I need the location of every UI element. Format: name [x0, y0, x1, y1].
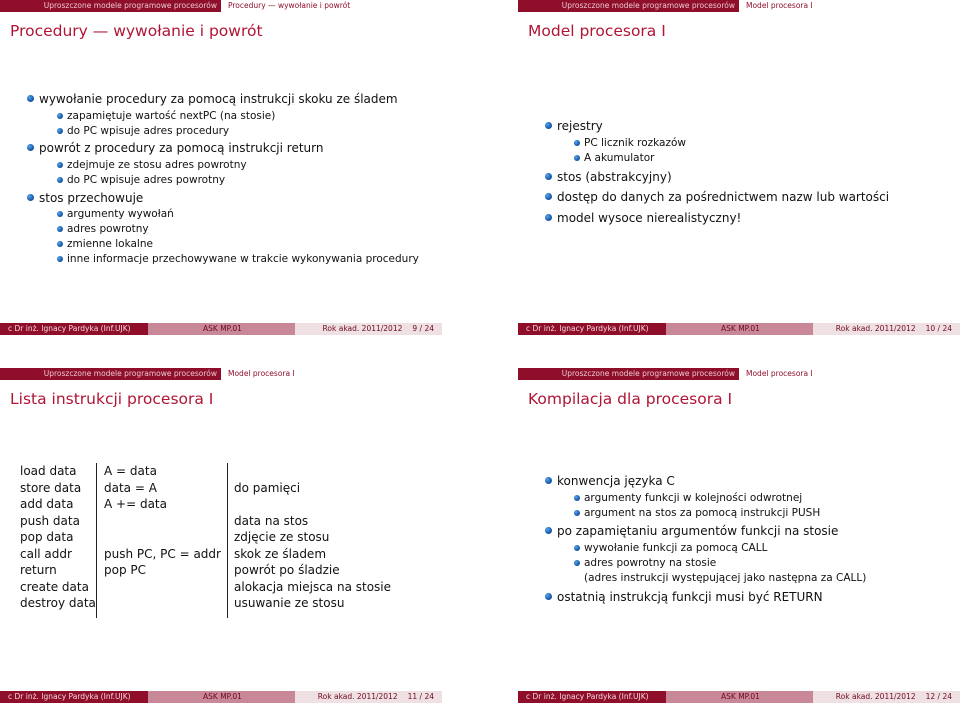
table-column-semantics: [104, 463, 221, 579]
table-cell: usuwanie ze stosu: [234, 596, 345, 610]
slide-title: Model procesora I: [528, 22, 666, 40]
bullet-icon: [545, 122, 552, 129]
list-item: A akumulator: [584, 152, 654, 164]
list-item: wywołanie funkcji za pomocą CALL: [584, 542, 767, 554]
page-number: 10 / 24: [925, 324, 952, 333]
footer-year: Rok akad. 2011/2012 11 / 24: [295, 691, 442, 703]
bullet-icon: [574, 510, 580, 516]
bullet-icon: [545, 214, 552, 221]
bullet-icon: [57, 177, 63, 183]
list-item: zmienne lokalne: [67, 238, 153, 250]
footer-author: c Dr inż. Ignacy Pardyka (Inf.UJK): [0, 691, 148, 703]
slide-footer: [0, 323, 442, 335]
table-divider: [227, 463, 228, 618]
table-cell: create data: [20, 579, 89, 594]
slide-body: [518, 0, 960, 335]
list-item: stos przechowuje: [39, 191, 143, 205]
bullet-icon: [57, 128, 63, 134]
list-item: powrót z procedury za pomocą instrukcji return: [39, 141, 323, 155]
header-section[interactable]: Uproszczone modele programowe procesorów: [0, 0, 221, 12]
slide-title: Procedury — wywołanie i powrót: [10, 22, 263, 40]
list-item: wywołanie procedury za pomocą instrukcji skoku ze śladem: [39, 92, 398, 106]
table-cell: pop PC: [104, 563, 147, 577]
bullet-icon: [574, 545, 580, 551]
list-item: stos (abstrakcyjny): [557, 170, 672, 184]
footer-year: Rok akad. 2011/2012 10 / 24: [813, 323, 960, 335]
table-cell: alokacja miejsca na stosie: [234, 579, 392, 594]
page-number: 12 / 24: [925, 692, 952, 701]
bullet-icon: [27, 194, 34, 201]
table-column-comment: [234, 463, 391, 612]
slide-footer: [518, 323, 960, 335]
list-item: argumenty wywołań: [67, 208, 174, 220]
list-item: adres powrotny na stosie: [584, 557, 716, 569]
bullet-icon: [545, 593, 552, 600]
table-cell: powrót po śladzie: [234, 563, 340, 577]
table-cell: destroy data: [20, 596, 96, 610]
list-item: zapamiętuje wartość nextPC (na stosie): [67, 110, 275, 122]
table-cell: load data: [20, 464, 77, 478]
list-item: argument na stos za pomocą instrukcji PUSH: [584, 507, 820, 519]
table-cell: [104, 529, 221, 546]
slide-lista-instrukcji: [0, 368, 442, 703]
list-item: po zapamiętaniu argumentów funkcji na stosie: [557, 524, 838, 538]
footer-year: Rok akad. 2011/2012 12 / 24: [813, 691, 960, 703]
list-item: ostatnią instrukcją funkcji musi być RETURN: [557, 590, 823, 604]
slide-kompilacja: [518, 368, 960, 703]
list-item: do PC wpisuje adres powrotny: [67, 174, 225, 186]
header-section[interactable]: Uproszczone modele programowe procesorów: [0, 368, 221, 380]
footer-author: c Dr inż. Ignacy Pardyka (Inf.UJK): [518, 691, 666, 703]
bullet-icon: [57, 256, 63, 262]
table-cell: call addr: [20, 546, 72, 561]
bullet-icon: [57, 113, 63, 119]
page-number: 9 / 24: [412, 324, 434, 333]
bullet-icon: [27, 144, 34, 151]
table-cell: A = data: [104, 464, 157, 478]
list-item: rejestry: [557, 119, 603, 133]
table-divider: [96, 463, 97, 618]
footer-course: ASK MP.01: [148, 323, 295, 335]
header-subsection[interactable]: Model procesora I: [739, 368, 960, 380]
footer-course: ASK MP.01: [148, 691, 295, 703]
bullet-icon: [57, 226, 63, 232]
list-item: PC licznik rozkazów: [584, 137, 686, 149]
footer-author: c Dr inż. Ignacy Pardyka (Inf.UJK): [518, 323, 666, 335]
table-cell: pop data: [20, 530, 74, 544]
slide-footer: [0, 691, 442, 703]
list-item: inne informacje przechowywane w trakcie wykonywania procedury: [67, 253, 419, 265]
list-item: dostęp do danych za pośrednictwem nazw lub wartości: [557, 190, 889, 204]
table-cell: skok ze śladem: [234, 546, 327, 561]
bullet-icon: [27, 95, 34, 102]
bullet-icon: [574, 140, 580, 146]
list-item: argumenty funkcji w kolejności odwrotnej: [584, 492, 802, 504]
table-cell: return: [20, 563, 57, 577]
list-item: konwencja języka C: [557, 474, 675, 488]
table-cell: push PC, PC = addr: [104, 546, 221, 561]
bullet-icon: [574, 495, 580, 501]
bullet-icon: [57, 162, 63, 168]
table-cell: add data: [20, 497, 74, 511]
footer-year: Rok akad. 2011/2012 9 / 24: [295, 323, 442, 335]
footer-course: ASK MP.01: [666, 323, 813, 335]
header-section[interactable]: Uproszczone modele programowe procesorów: [518, 368, 739, 380]
footer-author: c Dr inż. Ignacy Pardyka (Inf.UJK): [0, 323, 148, 335]
slide-body: [0, 0, 442, 335]
slide-footer: [518, 691, 960, 703]
list-item-continuation: (adres instrukcji występującej jako następna za CALL): [584, 572, 867, 584]
header-subsection[interactable]: Procedury — wywołanie i powrót: [221, 0, 442, 12]
page-number: 11 / 24: [407, 692, 434, 701]
slide-title: Lista instrukcji procesora I: [10, 390, 214, 408]
slide-procedury: [0, 0, 442, 335]
header-subsection[interactable]: Model procesora I: [739, 0, 960, 12]
bullet-icon: [545, 193, 552, 200]
header-subsection[interactable]: Model procesora I: [221, 368, 442, 380]
bullet-icon: [574, 155, 580, 161]
table-cell: data na stos: [234, 513, 309, 528]
bullet-icon: [57, 241, 63, 247]
bullet-icon: [57, 211, 63, 217]
bullet-icon: [545, 527, 552, 534]
list-item: zdejmuje ze stosu adres powrotny: [67, 159, 247, 171]
list-item: model wysoce nierealistyczny!: [557, 211, 741, 225]
instruction-table: [0, 368, 442, 703]
table-cell: store data: [20, 480, 82, 495]
table-cell: zdjęcie ze stosu: [234, 530, 330, 544]
table-cell: A += data: [104, 497, 167, 511]
bullet-icon: [545, 173, 552, 180]
table-cell: [234, 496, 391, 513]
header-section[interactable]: Uproszczone modele programowe procesorów: [518, 0, 739, 12]
slide-body: [518, 368, 960, 703]
table-cell: [104, 513, 221, 530]
table-cell: do pamięci: [234, 480, 301, 495]
list-item: do PC wpisuje adres procedury: [67, 125, 229, 137]
table-column-instruction: [20, 463, 96, 612]
table-cell: data = A: [104, 480, 157, 495]
bullet-icon: [574, 560, 580, 566]
table-cell: [234, 463, 391, 480]
list-item: adres powrotny: [67, 223, 149, 235]
table-cell: push data: [20, 513, 80, 528]
slide-title: Kompilacja dla procesora I: [528, 390, 733, 408]
footer-course: ASK MP.01: [666, 691, 813, 703]
slide-model-procesora: [518, 0, 960, 335]
bullet-icon: [545, 477, 552, 484]
